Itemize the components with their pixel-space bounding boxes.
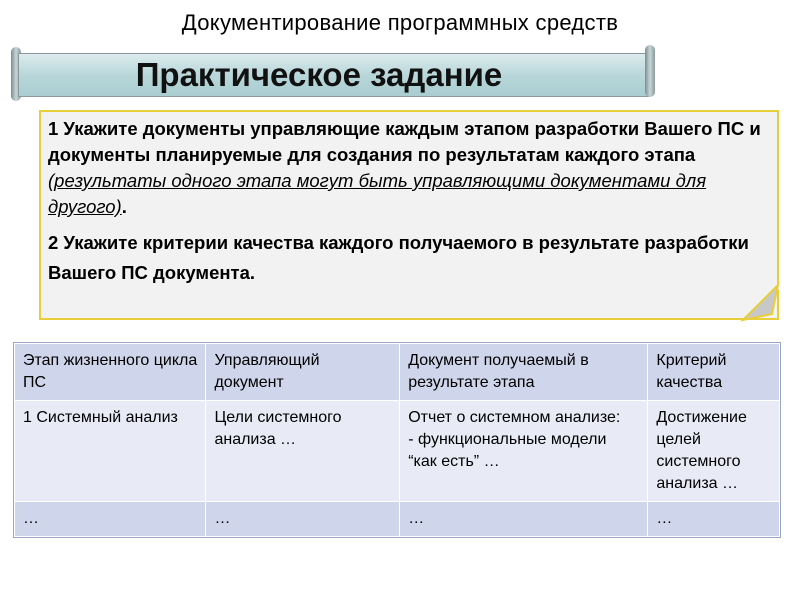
table-cell: … [206, 502, 400, 537]
table-cell: 1 Системный анализ [15, 401, 206, 502]
banner-title: Практическое задание [135, 56, 503, 93]
task-item-1 [48, 116, 768, 220]
page-title: Документирование программных средств [181, 10, 619, 35]
task-item-1-main: 1 Укажите документы управляющие каждым этапом разработки Вашего ПС и документы планируемые для создания по результатам каждого этапа [48, 118, 761, 165]
table-cell: Достижение целей системного анализа … [648, 401, 780, 502]
table-cell: Отчет о системном анализе: - функциональные модели “как есть” … [400, 401, 648, 502]
table-header-cell: Критерий качества [648, 344, 780, 401]
table-header-row [15, 344, 780, 401]
table-row [15, 401, 780, 502]
scroll-roll-right [645, 45, 655, 97]
task-item-2: 2 Укажите критерии качества каждого получаемого в результате разработки Вашего ПС документа. [48, 232, 749, 283]
task-item-1-end: . [121, 196, 127, 217]
table-header-cell: Управляющий документ [206, 344, 400, 401]
table-cell: Цели системного анализа … [206, 401, 400, 502]
stages-table [14, 343, 780, 537]
table-header-cell: Этап жизненного цикла ПС [15, 344, 206, 401]
table-cell: … [648, 502, 780, 537]
table-header-cell: Документ получаемый в результате этапа [400, 344, 648, 401]
title-banner [18, 53, 650, 97]
task-text [48, 116, 768, 296]
table-cell: … [400, 502, 648, 537]
task-item-1-note: (результаты одного этапа могут быть управляющими документами для другого) [48, 170, 707, 217]
table-cell: … [15, 502, 206, 537]
table-row [15, 502, 780, 537]
